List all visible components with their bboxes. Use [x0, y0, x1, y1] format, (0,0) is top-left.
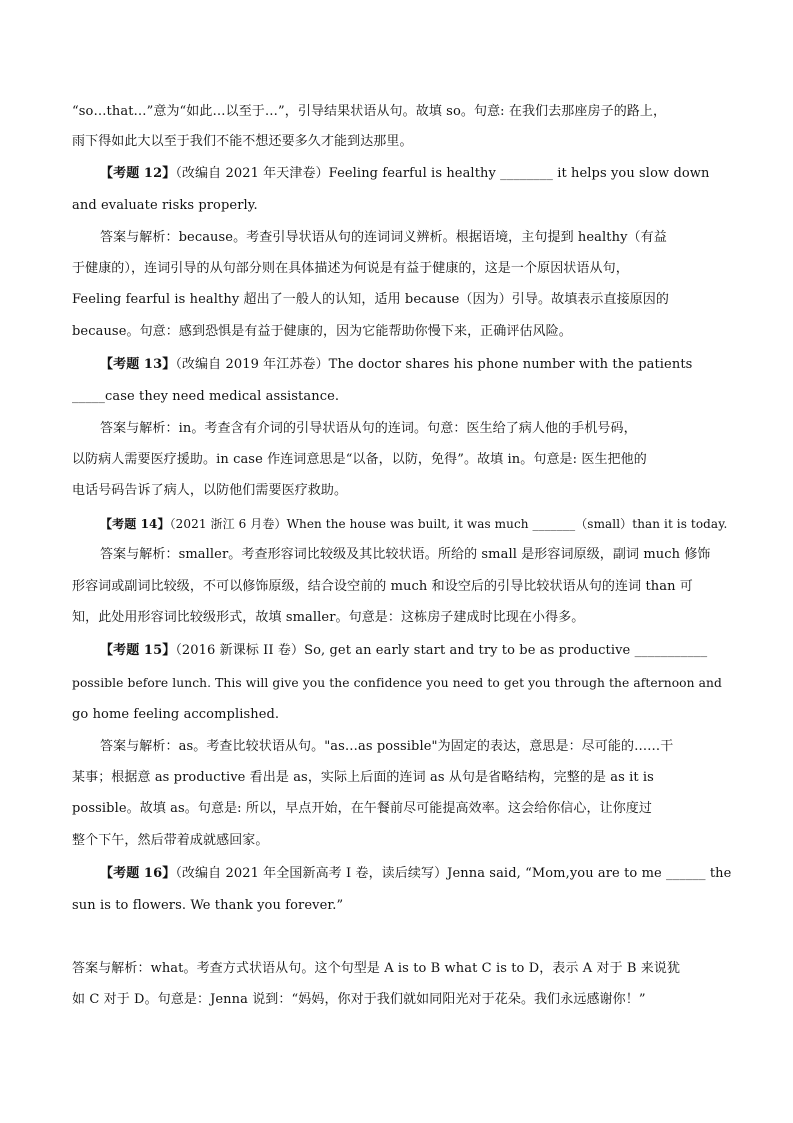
answer-16-line-2: 如 C 对于 D。句意是：Jenna 说到：“妈妈，你对于我们就如同阳光对于花朵。我们永远感谢你！”: [72, 992, 646, 1007]
question-16: [100, 865, 732, 883]
answer-12-line-1: 答案与解析：because。考查引导状语从句的连词词义辨析。根据语境，主句提到 healthy（有益: [100, 230, 667, 245]
answer-13-line-2: 以防病人需要医疗援助。in case 作连词意思是“以备，以防，免得”。故填 in。句意是: 医生把他的: [72, 452, 647, 467]
question-15-tag: 【考题 15】: [100, 643, 176, 658]
answer-16-line-1: 答案与解析：what。考查方式状语从句。这个句型是 A is to B what C is to D，表示 A 对于 B 来说犹: [72, 961, 681, 976]
question-14: [100, 515, 732, 533]
question-15: [100, 642, 732, 660]
answer-15-line-3: possible。故填 as。句意是: 所以，早点开始，在午餐前尽可能提高效率。这会给你信心，让你度过: [72, 801, 652, 816]
question-13: [100, 356, 732, 374]
answer-14-line-1: 答案与解析：smaller。考查形容词比较级及其比较状语。所给的 small 是形容词原级，副词 much 修饰: [100, 547, 711, 562]
question-14-tag: 【考题 14】: [100, 517, 170, 531]
answer-15-line-4: 整个下午，然后带着成就感回家。: [72, 833, 269, 848]
answer-13-line-3: 电话号码告诉了病人，以防他们需要医疗救助。: [72, 483, 348, 498]
question-15-text-3: go home feeling accomplished.: [72, 707, 280, 722]
answer-15-line-1: 答案与解析：as。考查比较状语从句。"as…as possible"为固定的表达，意思是：尽可能的……干: [100, 739, 674, 754]
intro-line-1: “so…that…”意为“如此…以至于…”，引导结果状语从句。故填 so。句意: 在我们去那座房子的路上，: [72, 104, 667, 119]
question-15-text-1: （2016 新课标 II 卷）So, get an early start and try to be as productive ___________: [175, 643, 708, 658]
question-14-text-1: （2021 浙江 6 月卷）When the house was built, it was much _______（small）than it is today.: [169, 517, 728, 531]
question-13-tag: 【考题 13】: [100, 357, 176, 372]
answer-12-line-3: Feeling fearful is healthy 超出了一般人的认知，适用 because（因为）引导。故填表示直接原因的: [72, 292, 670, 307]
answer-14-line-2: 形容词或副词比较级，不可以修饰原级，结合设空前的 much 和设空后的引导比较状语从句的连词 than 可: [72, 579, 693, 594]
answer-15-line-2: 某事；根据意 as productive 看出是 as，实际上后面的连词 as 从句是省略结构，完整的是 as it is: [72, 770, 654, 785]
question-13-text-1: （改编自 2019 年江苏卷）The doctor shares his phone number with the patients: [175, 357, 693, 372]
answer-14-line-3: 知，此处用形容词比较级形式，故填 smaller。句意是：这栋房子建成时比现在小得多。: [72, 610, 585, 625]
intro-line-2: 雨下得如此大以至于我们不能不想还要多久才能到达那里。: [72, 134, 413, 149]
question-16-text-2: sun is to flowers. We thank you forever.”: [72, 898, 344, 913]
question-16-tag: 【考题 16】: [100, 866, 176, 881]
question-15-text-2: possible before lunch. This will give you the confidence you need to get you through the afternoon and: [72, 676, 722, 690]
answer-12-line-4: because。句意：感到恐惧是有益于健康的，因为它能帮助你慢下来，正确评估风险。: [72, 324, 572, 339]
answer-13-line-1: 答案与解析：in。考查含有介词的引导状语从句的连词。句意：医生给了病人他的手机号码，: [100, 421, 637, 436]
question-12-text-2: and evaluate risks properly.: [72, 198, 258, 213]
question-12-text-1: （改编自 2021 年天津卷）Feeling fearful is healthy ________ it helps you slow down: [175, 166, 710, 181]
question-13-text-2: _____case they need medical assistance.: [72, 389, 340, 404]
answer-12-line-2: 于健康的），连词引导的从句部分则在具体描述为何说是有益于健康的，这是一个原因状语从句，: [72, 261, 629, 276]
question-12-tag: 【考题 12】: [100, 166, 176, 181]
question-12: [100, 165, 732, 183]
question-16-text-1: （改编自 2021 年全国新高考 I 卷，读后续写）Jenna said, “Mom,you are to me ______ the: [175, 866, 732, 881]
